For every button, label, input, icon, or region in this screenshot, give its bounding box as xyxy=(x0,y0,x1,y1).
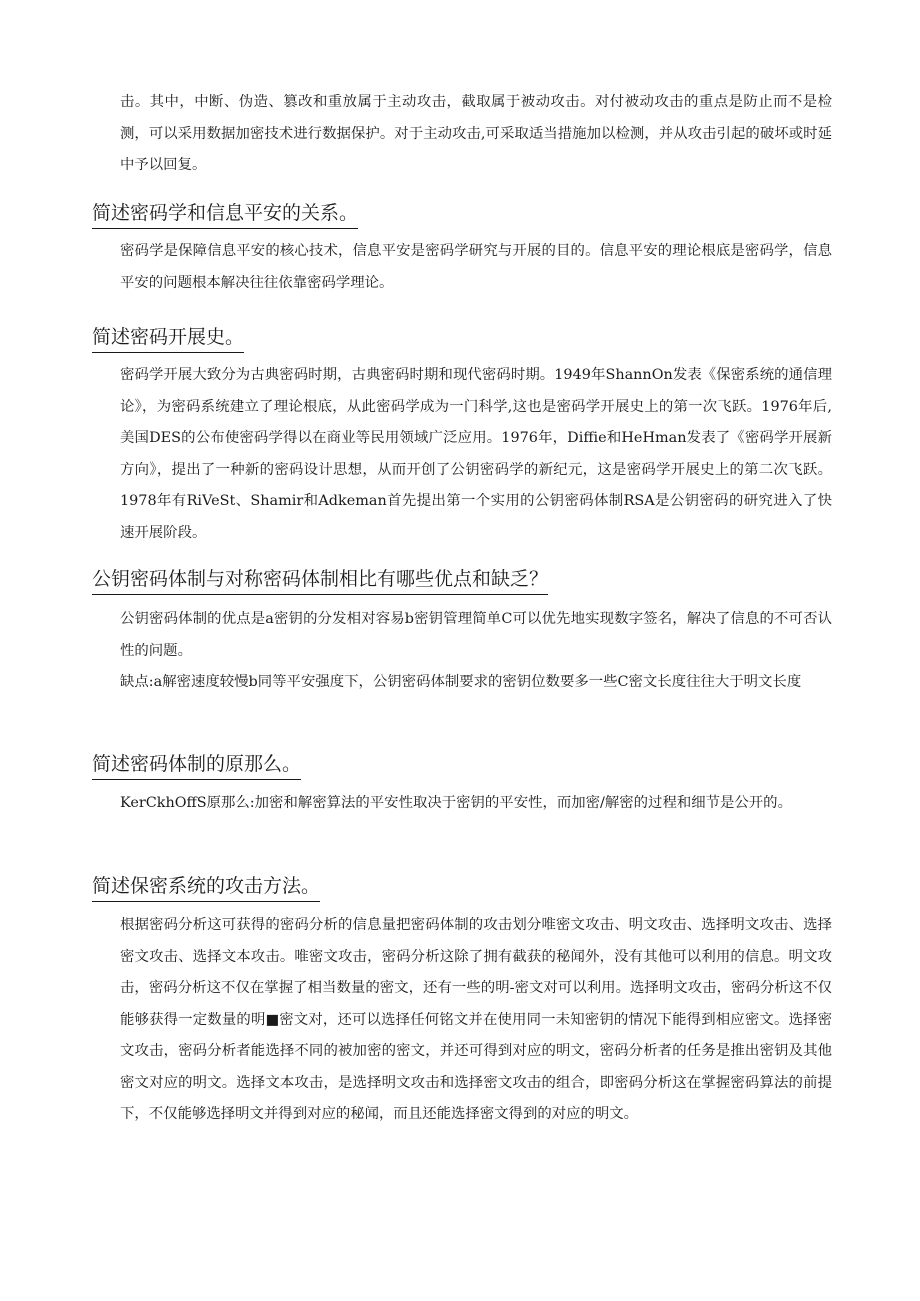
intro-paragraph: 击。其中，中断、伪造、篡改和重放属于主动攻击，截取属于被动攻击。对付被动攻击的重点是防止而不是检测，可以采用数据加密技术进行数据保护。对于主动攻击,可采取适当措施加以检测，并从攻击引起的破坏或时延中予以回复。 xyxy=(120,94,832,173)
section-paragraph-attacks: 根据密码分析这可获得的密码分析的信息量把密码体制的攻击划分唯密文攻击、明文攻击、选择明文攻击、选择密文攻击、选择文本攻击。唯密文攻击，密码分析这除了拥有截获的秘闻外，没有其他可以利用的信息。明文攻击，密码分析这不仅在掌握了相当数量的密文，还有一些的明-密文对可以利用。选择明文攻击，密码分析这不仅能够获得一定数量的明■密文对，还可以选择任何铭文并在使用同一未知密钥的情况下能得到相应密文。选择密文攻击，密码分析者能选择不同的被加密的密文，并还可得到对应的明文，密码分析者的任务是推出密钥及其他密文对应的明文。选择文本攻击，是选择明文攻击和选择密文攻击的组合，即密码分析这在掌握密码算法的前提下，不仅能够选择明文并得到对应的秘闻，而且还能选择密文得到的对应的明文。 xyxy=(120,917,832,1122)
section-heading-history: 简述密码开展史。 xyxy=(92,323,244,353)
section-heading-relation: 简述密码学和信息平安的关系。 xyxy=(92,199,358,229)
section-heading-principle: 简述密码体制的原那么。 xyxy=(92,750,301,780)
section-paragraph-principle: KerCkhOffS原那么:加密和解密算法的平安性取决于密钥的平安性，而加密/解密的过程和细节是公开的。 xyxy=(120,795,792,811)
section-heading-pros-cons: 公钥密码体制与对称密码体制相比有哪些优点和缺乏？ xyxy=(92,565,548,595)
section-paragraph-relation: 密码学是保障信息平安的核心技术，信息平安是密码学研究与开展的目的。信息平安的理论根底是密码学，信息平安的问题根本解决往往依靠密码学理论。 xyxy=(120,243,832,291)
section-paragraph-cons: 缺点:a解密速度较慢b同等平安强度下，公钥密码体制要求的密钥位数要多一些C密文长度往往大于明文长度 xyxy=(120,674,802,690)
section-paragraph-history: 密码学开展大致分为古典密码时期，古典密码时期和现代密码时期。1949年ShannOn发表《保密系统的通信理论》，为密码系统建立了理论根底，从此密码学成为一门科学,这也是密码学开展史上的第一次飞跃。1976年后,美国DES的公布使密码学得以在商业等民用领域广泛应用。1976年，Diffie和HeHman发表了《密码学开展新方向》，提出了一种新的密码设计思想，从而开创了公钥密码学的新纪元，这是密码学开展史上的第二次飞跃。1978年有RiVeSt、Shamir和Adkeman首先提出第一个实用的公钥密码体制RSA是公钥密码的研究进入了快速开展阶段。 xyxy=(120,367,832,541)
section-heading-attacks: 简述保密系统的攻击方法。 xyxy=(92,872,320,902)
section-paragraph-pros: 公钥密码体制的优点是a密钥的分发相对容易b密钥管理简单C可以优先地实现数字签名，解决了信息的不可否认性的问题。 xyxy=(120,611,832,659)
